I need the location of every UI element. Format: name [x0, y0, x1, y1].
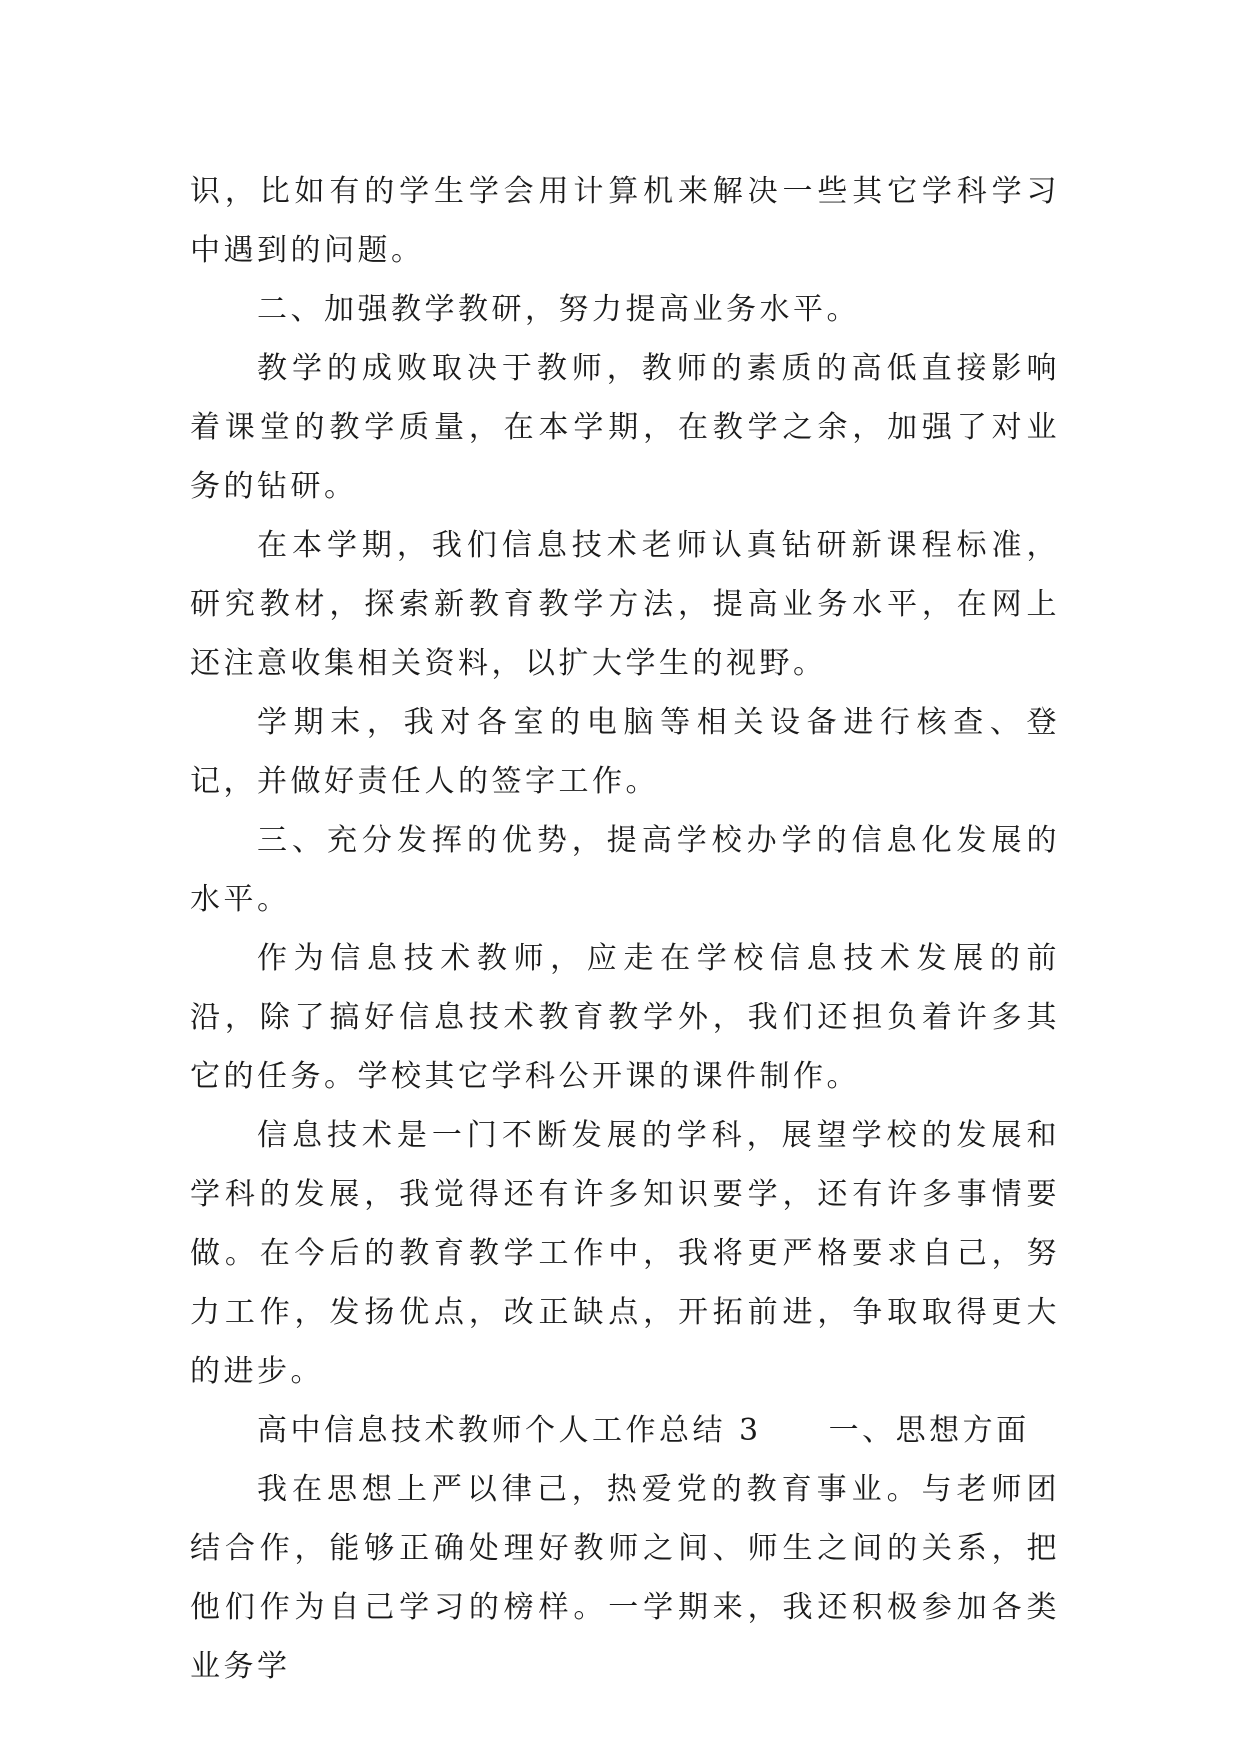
paragraph-3: 教学的成败取决于教师，教师的素质的高低直接影响着课堂的教学质量，在本学期，在教学之余，加强了对业务的钻研。 [190, 351, 1060, 504]
section-heading-3: 三、充分发挥的优势，提高学校办学的信息化发展的水平。 [190, 823, 1060, 917]
paragraph-8: 信息技术是一门不断发展的学科，展望学校的发展和学科的发展，我觉得还有许多知识要学，还有许多事情要做。在今后的教育教学工作中，我将更严格要求自己，努力工作，发扬优点，改正缺点，开拓前进，争取取得更大的进步。 [190, 1118, 1060, 1389]
paragraph-5: 学期末，我对各室的电脑等相关设备进行核查、登记，并做好责任人的签字工作。 [190, 705, 1060, 799]
paragraph-4: 在本学期，我们信息技术老师认真钻研新课程标准，研究教材，探索新教育教学方法，提高业务水平，在网上还注意收集相关资料，以扩大学生的视野。 [190, 528, 1060, 681]
paragraph-10: 我在思想上严以律己，热爱党的教育事业。与老师团结合作，能够正确处理好教师之间、师生之间的关系，把他们作为自己学习的榜样。一学期来，我还积极参加各类业务学 [190, 1472, 1060, 1684]
document-title-line: 高中信息技术教师个人工作总结 3 一、思想方面 [257, 1413, 1030, 1448]
paragraph-1: 识，比如有的学生学会用计算机来解决一些其它学科学习中遇到的问题。 [190, 174, 1060, 268]
paragraph-7: 作为信息技术教师，应走在学校信息技术发展的前沿，除了搞好信息技术教育教学外，我们还担负着许多其它的任务。学校其它学科公开课的课件制作。 [190, 941, 1060, 1094]
document-body [190, 162, 1060, 1696]
section-heading-2: 二、加强教学教研，努力提高业务水平。 [257, 292, 860, 327]
